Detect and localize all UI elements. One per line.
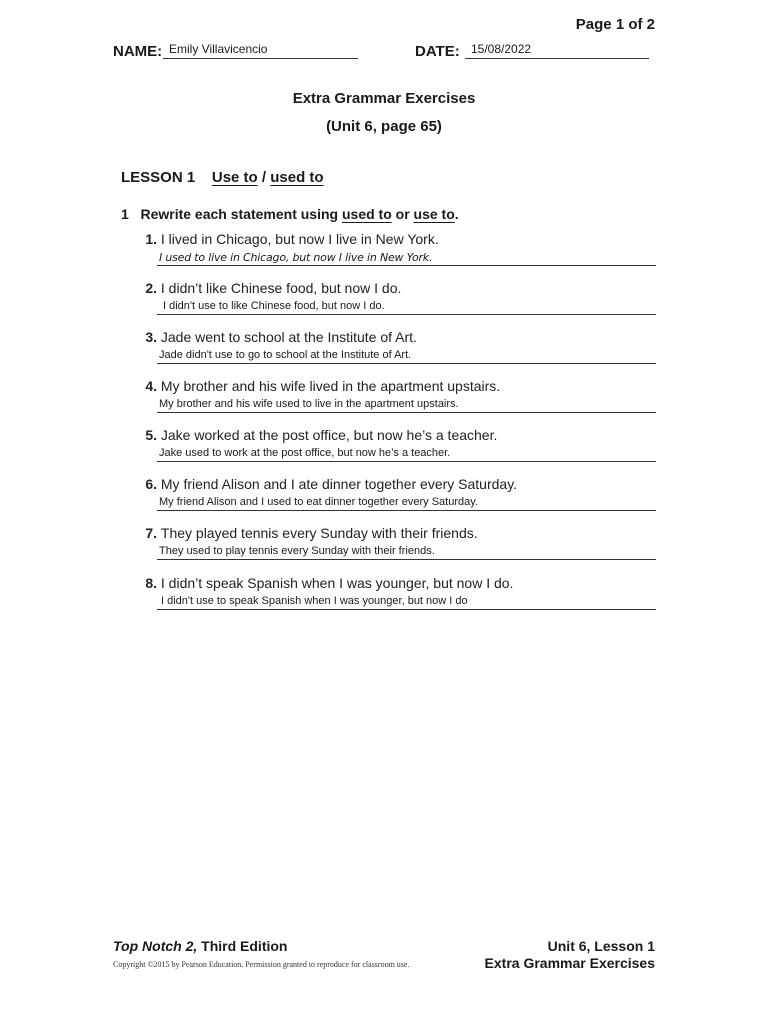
- exercise-item: [128, 426, 656, 462]
- item-prompt: They played tennis every Sunday with their friends.: [160, 525, 478, 541]
- exercise-item: [128, 574, 656, 610]
- item-number: 1.: [145, 231, 157, 247]
- footer-unit-lesson: Unit 6, Lesson 1: [547, 938, 655, 954]
- date-field[interactable]: 15/08/2022: [465, 42, 649, 59]
- exercise-number: 1: [121, 206, 129, 222]
- footer-copyright: Copyright ©2015 by Pearson Education. Permission granted to reproduce for classroom use.: [113, 960, 410, 969]
- name-label: NAME:: [113, 43, 163, 60]
- exercise-item: [128, 230, 656, 266]
- name-field[interactable]: Emily Villavicencio: [163, 42, 358, 59]
- answer-field[interactable]: My friend Alison and I used to eat dinner together every Saturday.: [157, 495, 656, 511]
- instruction-term-b: use to: [413, 206, 455, 222]
- item-prompt: I lived in Chicago, but now I live in New York.: [160, 231, 439, 247]
- exercise-item: [128, 524, 656, 560]
- item-number: 3.: [145, 329, 157, 345]
- answer-field[interactable]: Jake used to work at the post office, but now he’s a teacher.: [157, 446, 656, 462]
- exercise-item: [128, 328, 656, 364]
- footer-section: Extra Grammar Exercises: [484, 955, 655, 971]
- answer-field[interactable]: My brother and his wife used to live in the apartment upstairs.: [157, 397, 656, 413]
- item-prompt: I didn’t speak Spanish when I was younger, but now I do.: [160, 575, 514, 591]
- book-title: Top Notch 2,: [113, 938, 198, 954]
- book-edition: Third Edition: [197, 938, 288, 954]
- worksheet-title: Extra Grammar Exercises: [292, 90, 476, 107]
- answer-field[interactable]: They used to play tennis every Sunday with their friends.: [157, 544, 656, 560]
- item-prompt: I didn’t like Chinese food, but now I do.: [160, 280, 402, 296]
- date-label: DATE:: [415, 43, 460, 60]
- lesson-topic-b: used to: [270, 169, 324, 186]
- item-number: 2.: [145, 280, 157, 296]
- item-prompt: Jade went to school at the Institute of Art.: [160, 329, 417, 345]
- answer-field[interactable]: I didn't use to like Chinese food, but now I do.: [157, 299, 656, 315]
- answer-field[interactable]: I didn't use to speak Spanish when I was younger, but now I do: [157, 594, 656, 610]
- instruction-term-a: used to: [341, 206, 392, 222]
- instruction-connector: or: [395, 206, 410, 222]
- item-number: 7.: [145, 525, 157, 541]
- item-number: 8.: [145, 575, 157, 591]
- lesson-label: LESSON 1: [121, 169, 196, 186]
- item-prompt: My friend Alison and I ate dinner together every Saturday.: [160, 476, 518, 492]
- item-prompt: My brother and his wife lived in the apartment upstairs.: [160, 378, 501, 394]
- lesson-topic-a: Use to: [211, 169, 258, 186]
- instruction-end: .: [454, 206, 459, 222]
- footer-book-title: [113, 938, 287, 954]
- exercise-item: [128, 475, 656, 511]
- answer-field[interactable]: Jade didn't use to go to school at the Institute of Art.: [157, 348, 656, 364]
- answer-field[interactable]: I used to live in Chicago, but now I live in New York.: [157, 250, 656, 266]
- lesson-heading: [121, 169, 324, 186]
- item-number: 6.: [145, 476, 157, 492]
- item-number: 5.: [145, 427, 157, 443]
- lesson-separator: /: [261, 169, 267, 186]
- item-prompt: Jake worked at the post office, but now he’s a teacher.: [160, 427, 498, 443]
- exercise-item: [128, 377, 656, 413]
- instruction-text: Rewrite each statement using: [140, 206, 339, 222]
- item-number: 4.: [145, 378, 157, 394]
- page-number: Page 1 of 2: [575, 16, 655, 33]
- exercise-instruction: [121, 206, 459, 222]
- exercise-item: [128, 279, 656, 315]
- worksheet-subtitle: (Unit 6, page 65): [326, 118, 442, 135]
